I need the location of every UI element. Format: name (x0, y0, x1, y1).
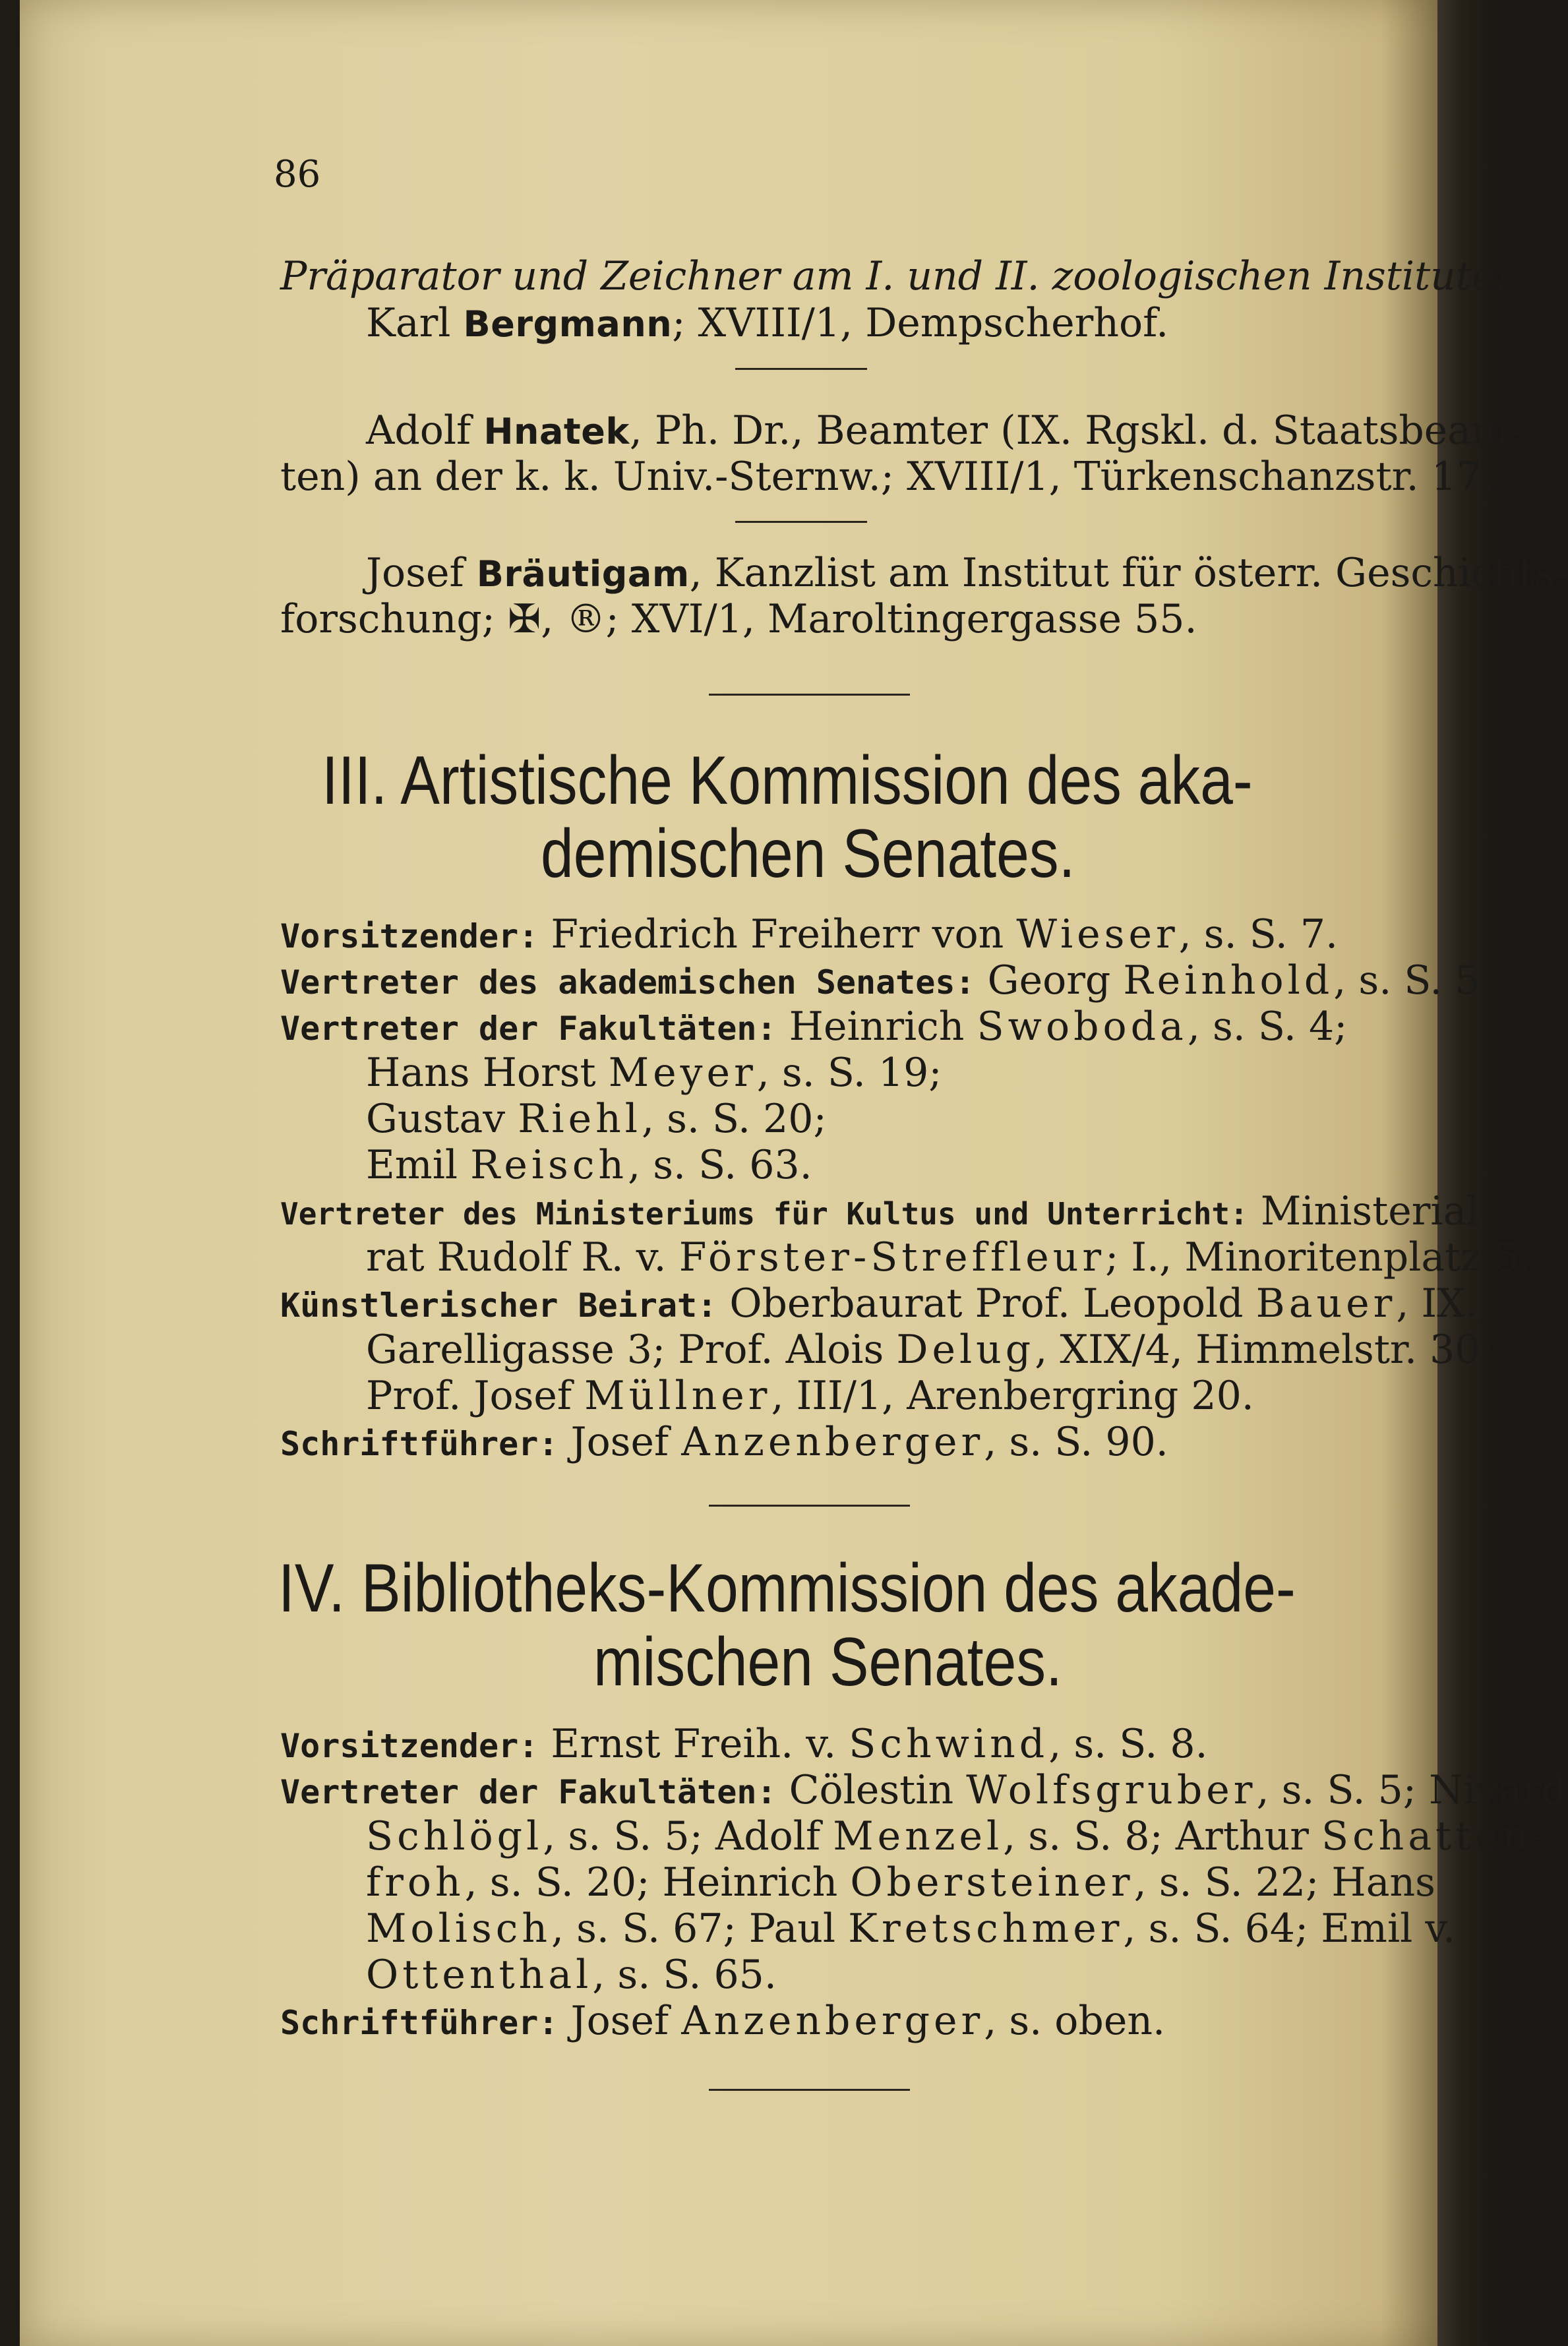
fakultaeten-cont-2 (366, 1859, 1435, 1906)
person-prefix: Cölestin (776, 1767, 967, 1813)
section-rule (709, 1505, 910, 1507)
person-prefix: Prof. Josef (366, 1373, 585, 1419)
person-surname: Ottenthal (366, 1952, 593, 1998)
person-prefix: Friedrich Freiherr von (538, 911, 1017, 957)
person-surname: Müllner (584, 1373, 771, 1419)
person-prefix: Hans Horst (366, 1050, 609, 1096)
person-surname: Anzenberger (681, 1419, 984, 1465)
line-text: , s. S. 8; Arthur (1003, 1813, 1321, 1859)
ministerium-line1 (280, 1188, 1493, 1234)
person-prefix: Heinrich (776, 1004, 977, 1050)
ministerium-line2 (366, 1234, 1532, 1280)
page-reference: , s. oben. (984, 1998, 1166, 2044)
person-surname: Bauer (1255, 1280, 1397, 1327)
fakultaeten-vertreter-line (280, 1767, 1567, 1813)
role-label: Vertreter des Ministeriums für Kultus und Unterricht: (280, 1196, 1248, 1232)
person-prefix: Emil (366, 1142, 471, 1188)
separator-rule (735, 368, 867, 370)
person-prefix: Oberbaurat Prof. Leopold (717, 1280, 1256, 1327)
section-rule (709, 2089, 910, 2091)
line-text: , s. S. 67; Paul (551, 1906, 849, 1952)
section-3-heading-line1: III. Artistische Kommission des aka- (322, 742, 1253, 819)
person-prefix: rat Rudolf R. v. (366, 1234, 679, 1280)
person-surname: Schlögl (366, 1813, 543, 1859)
braeutigam-entry-line1 (366, 550, 1568, 596)
fakultaeten-cont-4 (366, 1952, 777, 1998)
surname: Hnatek (483, 411, 630, 452)
beirat-line3 (366, 1373, 1254, 1419)
person-prefix: Josef (558, 1419, 682, 1465)
schriftfuehrer-line (280, 1998, 1165, 2044)
hnatek-entry-line2: ten) an der k. k. Univ.-Sternw.; XVIII/1, Türkenschanzstr. 17. (280, 454, 1495, 500)
role-label: Vertreter der Fakultäten: (280, 1009, 777, 1048)
role-label: Vertreter der Fakultäten: (280, 1773, 777, 1811)
page-number: 86 (274, 153, 321, 196)
fakultaeten-cont-1 (366, 1050, 942, 1096)
entry-details: ; XVIII/1, Dempscherhof. (672, 300, 1169, 346)
person-prefix: Garelligasse 3; Prof. Alois (366, 1327, 897, 1373)
beirat-line1 (280, 1280, 1490, 1327)
section-rule (709, 694, 910, 696)
separator-rule (735, 521, 867, 523)
address: , III/1, Arenbergring 20. (771, 1373, 1254, 1419)
person-surname: Anzenberger (681, 1998, 984, 2044)
role-label: Schriftführer: (280, 2004, 558, 2042)
vorsitzender-line (280, 911, 1338, 957)
person-surname: froh (366, 1859, 465, 1906)
role-label: Vorsitzender: (280, 917, 539, 955)
page-reference: , s. S. 8. (1048, 1721, 1208, 1767)
role-label: Schriftführer: (280, 1425, 558, 1463)
person-surname: Molisch (366, 1906, 551, 1952)
line-text: , s. S. 5; Adolf (543, 1813, 833, 1859)
surname: Bergmann (463, 303, 673, 345)
first-name: Josef (366, 550, 464, 596)
line-text: , s. S. 64; Emil v. (1123, 1906, 1456, 1952)
fakultaeten-vertreter-line (280, 1004, 1347, 1050)
page-reference: , s. S. 5; Nivard (1256, 1767, 1567, 1813)
person-surname: Förster-Streffleur (678, 1234, 1106, 1280)
surname: Bräutigam (476, 553, 690, 595)
first-name: Adolf (366, 407, 471, 454)
book-page (20, 0, 1568, 2346)
person-surname: Reisch (470, 1142, 628, 1188)
address: , IX., (1396, 1280, 1491, 1327)
page-reference: , s. S. 90. (984, 1419, 1168, 1465)
section-4-heading-line1: IV. Bibliotheks-Kommission des akade- (278, 1550, 1296, 1627)
beirat-line2 (366, 1327, 1493, 1373)
page-reference: , s. S. 7. (1178, 911, 1339, 957)
person-prefix: Gustav (366, 1096, 518, 1142)
preparator-entry (366, 300, 1168, 346)
section-4-heading-line2: mischen Senates. (593, 1624, 1062, 1700)
fakultaeten-cont-3 (366, 1142, 812, 1188)
role-label: Künstlerischer Beirat: (280, 1286, 717, 1325)
vorsitzender-line (280, 1721, 1208, 1767)
page-reference: , s. S. 20; (641, 1096, 827, 1142)
entry-details: , Kanzlist am Institut für österr. Geschichts- (689, 550, 1568, 596)
person-surname: Schatten- (1321, 1813, 1550, 1859)
person-prefix: Georg (975, 957, 1124, 1004)
person-prefix: Ernst Freih. v. (538, 1721, 849, 1767)
address: , XIX/4, Himmelstr. 30; (1035, 1327, 1493, 1373)
person-surname: Kretschmer (848, 1906, 1124, 1952)
preparator-title: Präparator und Zeichner am I. und II. zoologischen Institute: (280, 253, 1509, 299)
person-surname: Delug (896, 1327, 1035, 1373)
fakultaeten-cont-3 (366, 1906, 1455, 1952)
role-label: Vorsitzender: (280, 1727, 539, 1765)
entry-details: , Ph. Dr., Beamter (IX. Rgskl. d. Staatsbeam- (629, 407, 1523, 454)
line-text: , s. S. 20; Heinrich (464, 1859, 851, 1906)
address: ; I., Minoritenplatz 5. (1105, 1234, 1532, 1280)
person-surname: Wolfsgruber (966, 1767, 1257, 1813)
book-edge (1437, 0, 1493, 2346)
page-reference: , s. S. 5. (1333, 957, 1493, 1004)
braeutigam-entry-line2: forschung; ✠, ®; XVI/1, Maroltingergasse 55. (280, 596, 1197, 642)
person-surname: Schwind (849, 1721, 1049, 1767)
person-prefix: Josef (558, 1998, 682, 2044)
person-surname: Reinhold (1123, 957, 1334, 1004)
person-surname: Swoboda (977, 1004, 1188, 1050)
page-reference: , s. S. 4; (1187, 1004, 1348, 1050)
schriftfuehrer-line (280, 1419, 1168, 1465)
fakultaeten-cont-1 (366, 1813, 1550, 1859)
person-surname: Riehl (518, 1096, 642, 1142)
hnatek-entry-line1 (366, 407, 1522, 454)
first-name: Karl (366, 300, 451, 346)
section-3-heading-line2: demischen Senates. (541, 816, 1075, 892)
role-label: Vertreter des akademischen Senates: (280, 963, 975, 1002)
person-surname: Wieser (1016, 911, 1179, 957)
page-reference: , s. S. 63. (628, 1142, 812, 1188)
person-surname: Obersteiner (850, 1859, 1134, 1906)
fakultaeten-cont-2 (366, 1096, 827, 1142)
line-text: Ministerial- (1248, 1188, 1493, 1234)
person-surname: Meyer (608, 1050, 757, 1096)
page-reference: , s. S. 19; (756, 1050, 942, 1096)
line-text: , s. S. 22; Hans (1133, 1859, 1435, 1906)
senat-vertreter-line (280, 957, 1493, 1004)
person-surname: Menzel (833, 1813, 1004, 1859)
page-reference: , s. S. 65. (592, 1952, 777, 1998)
